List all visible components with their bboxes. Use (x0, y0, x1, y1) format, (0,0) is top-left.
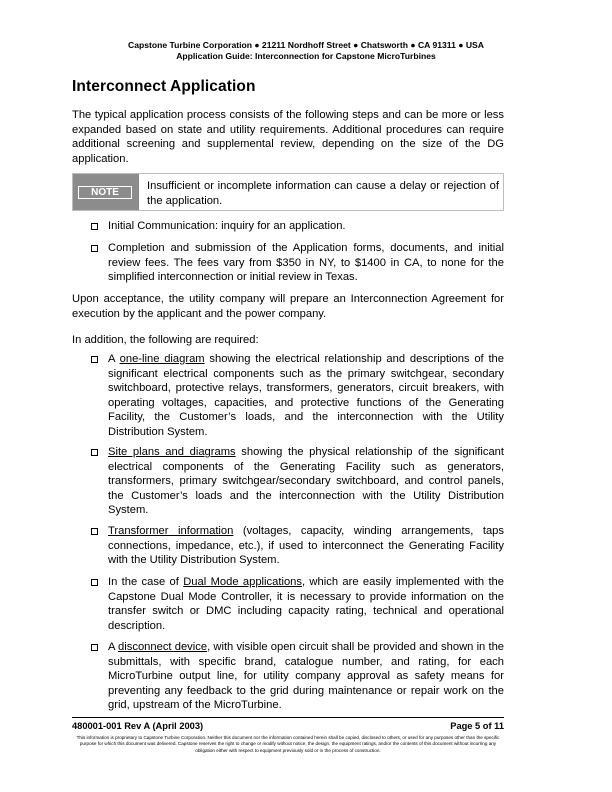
requirement-rest: showing the physical relationship of the significant electrical components of the Generating Facility such as generators, transformers, primary switchgear/secondary switchboard, and control panels, the Customer’s loads and the interconnection with the Utility Distribution System. (108, 446, 505, 517)
required-intro: In addition, the following are required: (72, 334, 259, 346)
requirement-text (108, 524, 504, 568)
intro-paragraph: The typical application process consists of the following steps and can be more or less expanded based on state and utility requirements. Additional procedures can require additional screening and supplemental review, depending on the size of the DG application. (72, 109, 504, 165)
square-bullet-icon (91, 449, 98, 456)
requirement-prefix: In the case of (108, 576, 184, 588)
requirement-rest: , with visible open circuit shall be provided and shown in the submittals, with specific brand, catalogue number, and rating, for each MicroTurbine output line, for utility company approval as safety means for preventing any feedback to the grid during maintenance or repair work on the grid, upstream of the MicroTurbine. (108, 641, 505, 712)
document-id: 480001-001 Rev A (April 2003) (72, 721, 204, 731)
requirement-rest: (voltages, capacity, winding arrangements, taps connections, impedance, etc.), if used to interconnect the Generating Facility with the Utility Distribution System. (108, 525, 504, 567)
requirement-term: Site plans and diagrams (108, 446, 236, 458)
requirement-rest: , which are easily implemented with the Capstone Dual Mode Controller, it is necessary to provide information on the transfer switch or DMC including capacity rating, technical and operational description. (108, 576, 505, 632)
square-bullet-icon (91, 579, 98, 586)
header-address: Capstone Turbine Corporation ● 21211 Nordhoff Street ● Chatsworth ● CA 91311 ● USA (128, 40, 484, 50)
requirement-prefix: A (108, 641, 119, 653)
note-label: NOTE (78, 186, 132, 199)
requirement-text (108, 575, 504, 633)
note-box (72, 173, 504, 211)
requirement-term: Dual Mode applications (183, 576, 302, 588)
requirement-term: one-line diagram (119, 353, 205, 365)
note-tag (73, 174, 139, 210)
requirement-text (108, 640, 504, 713)
square-bullet-icon (91, 223, 98, 230)
section-title: Interconnect Application (72, 78, 256, 95)
requirement-prefix: A (108, 353, 120, 365)
page-number: Page 5 of 11 (450, 721, 504, 731)
requirement-term: disconnect device (118, 641, 208, 653)
square-bullet-icon (91, 245, 98, 252)
proprietary-disclaimer: This information is proprietary to Capstone Turbine Corporation. Neither this document nor the information contained herein shall be copied, disclosed to others, or used for any purposes other than the specific purpose for which this document was delivered. Capstone reserves the right to change or modify without notice, the design, the equipment ratings, and/or the contents of this document without incurring any obligation either with respect to equipment previously sold or in the process of construction. (76, 735, 500, 753)
square-bullet-icon (91, 644, 98, 651)
requirement-text (108, 352, 504, 440)
acceptance-paragraph: Upon acceptance, the utility company will prepare an Interconnection Agreement for execution by the applicant and the power company. (72, 293, 504, 320)
requirement-rest: showing the electrical relationship and descriptions of the significant electrical components such as the primary switchgear, secondary switchboard, protective relays, transformers, generators, circuit breakers, with operating voltages, capacities, and protective functions of the Generating Facility, the Customer’s loads, and the interconnection with the Utility Distribution System. (108, 353, 504, 438)
step-text: Initial Communication: inquiry for an application. (108, 220, 346, 232)
header-guide-title: Application Guide: Interconnection for Capstone MicroTurbines (176, 51, 436, 61)
note-text: Insufficient or incomplete information can cause a delay or rejection of the application. (147, 180, 499, 207)
square-bullet-icon (91, 528, 98, 535)
square-bullet-icon (91, 356, 98, 363)
footer-rule (72, 717, 504, 718)
requirement-term: Transformer information (108, 525, 234, 537)
step-text: Completion and submission of the Application forms, documents, and initial review fees. The fees vary from $350 in NY, to $1400 in CA, to none for the simplified interconnection or initial review in Texas. (108, 242, 504, 284)
requirement-text (108, 445, 504, 518)
